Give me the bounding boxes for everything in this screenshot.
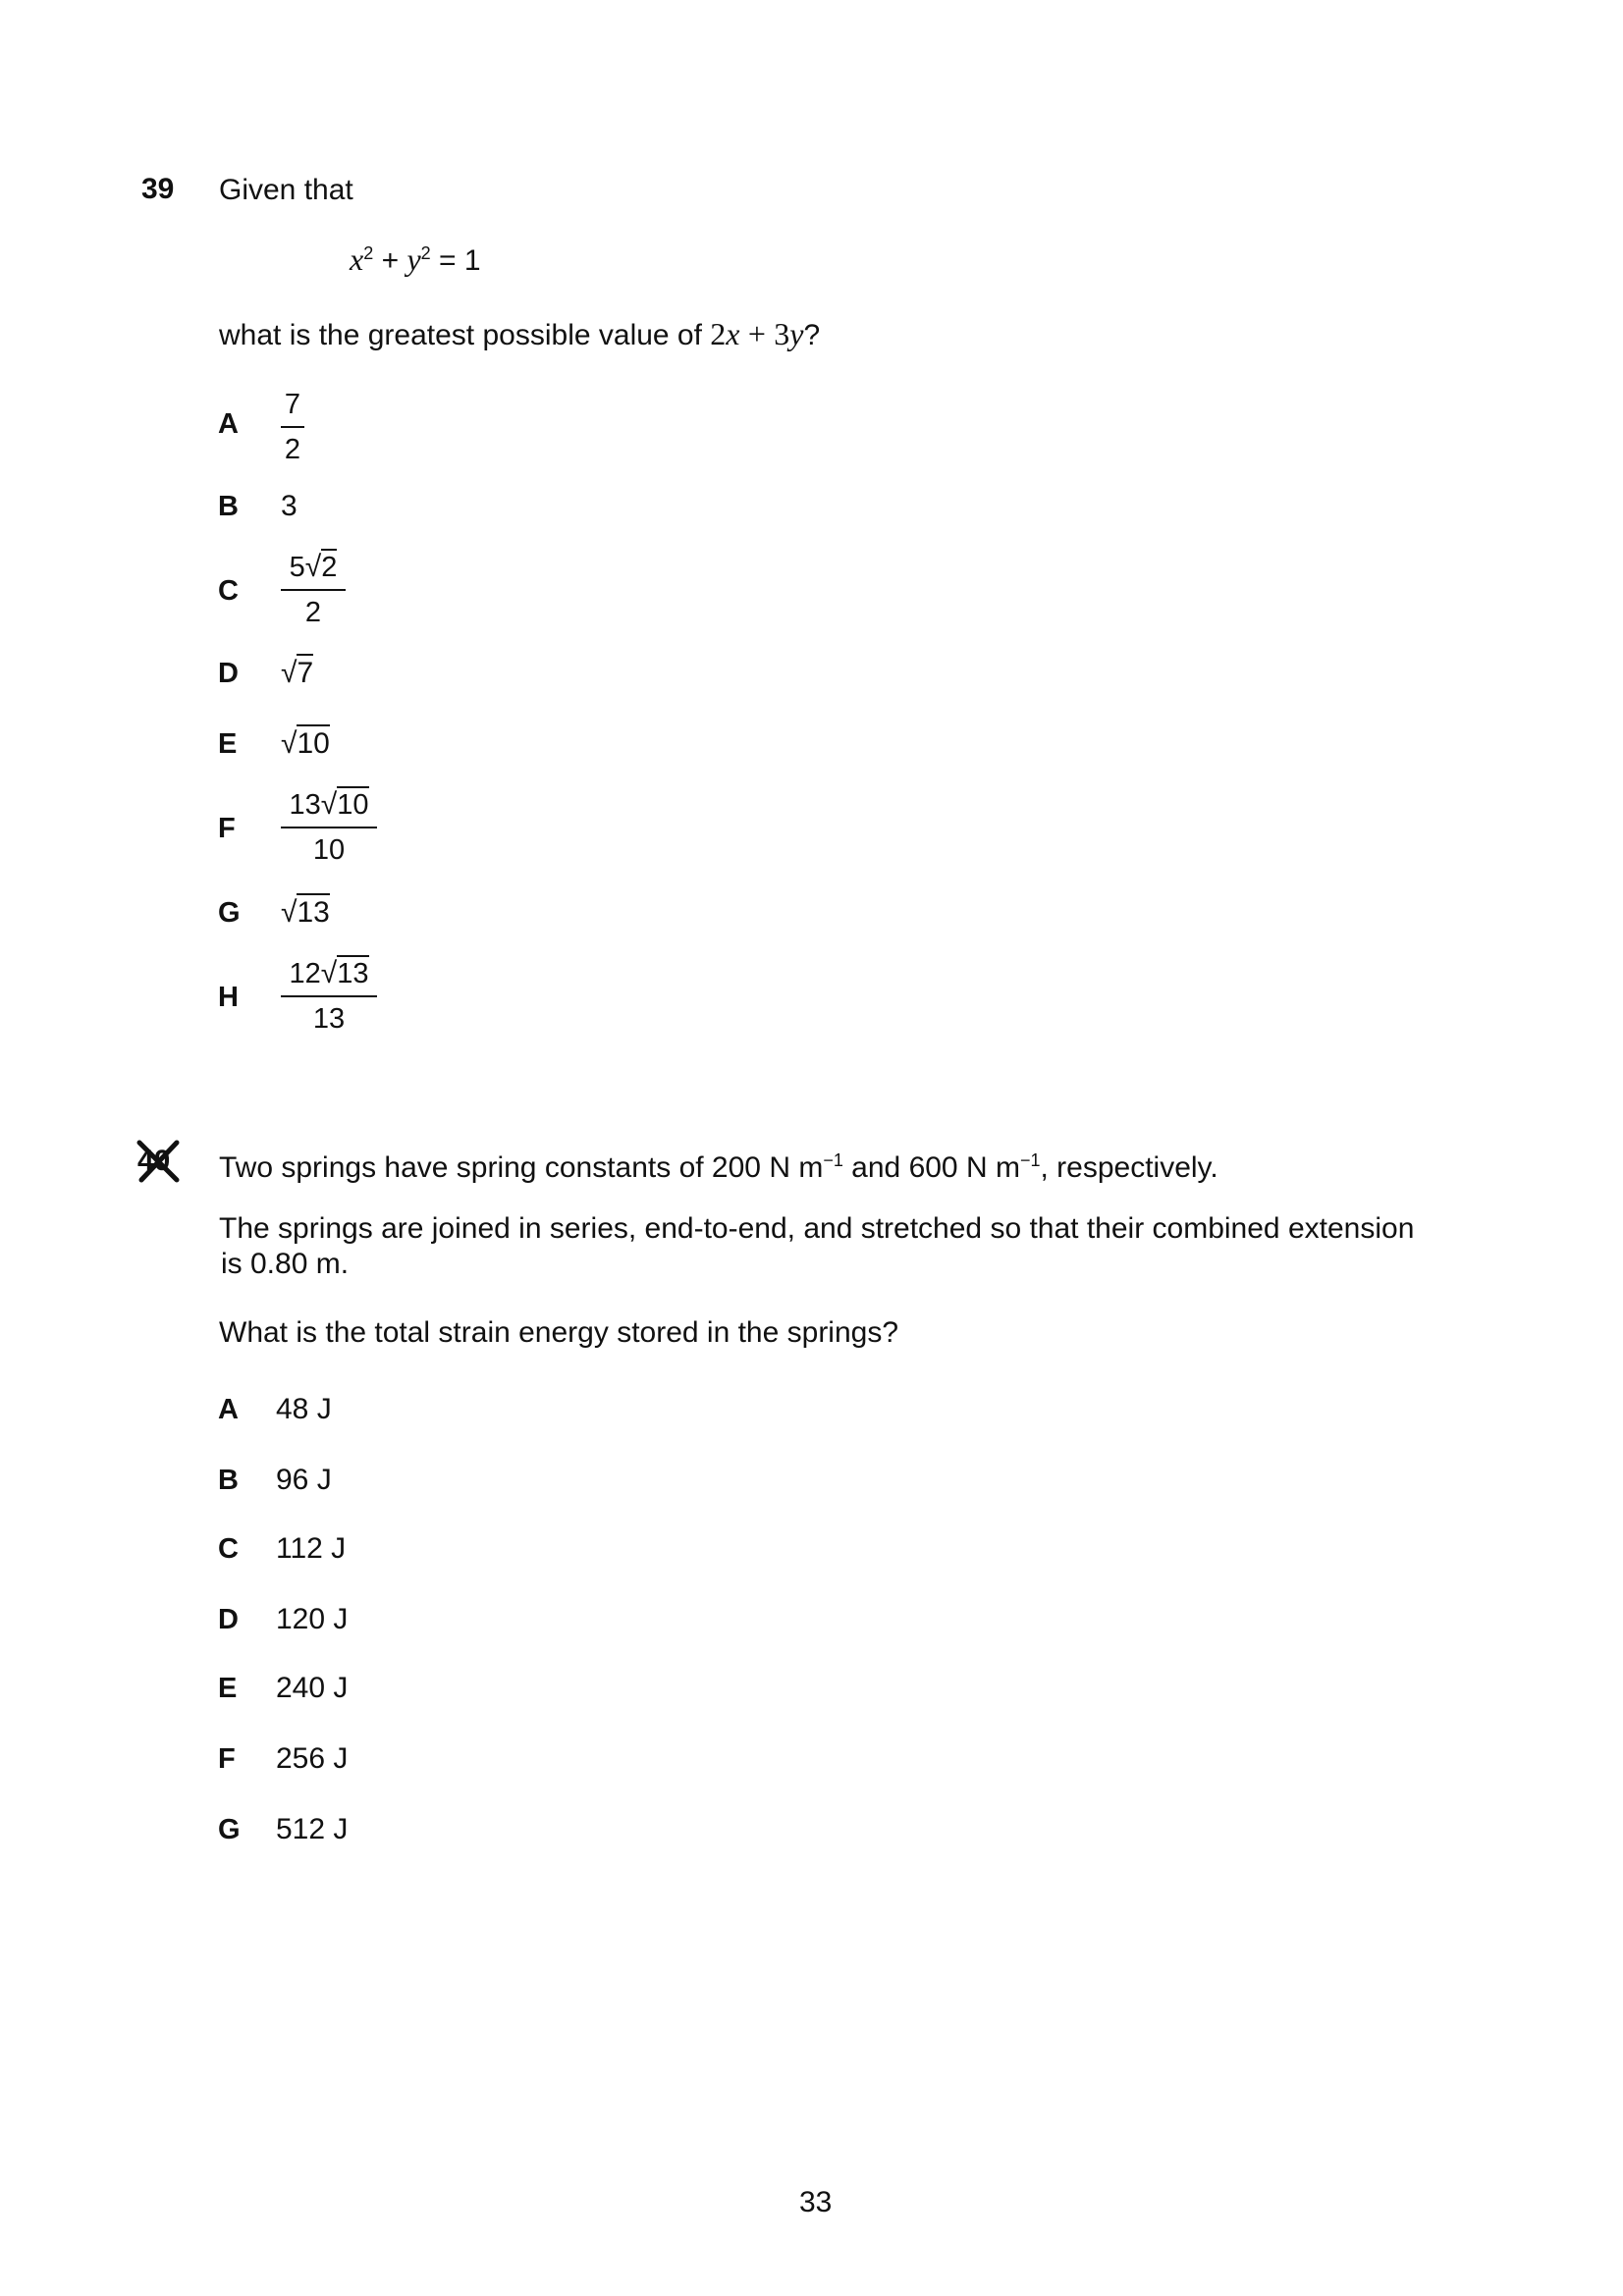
option-b-value: 3 [281,490,298,522]
option-letter: E [218,1673,238,1704]
option-g-value: √13 [281,895,330,931]
question-prompt: What is the total strain energy stored in the springs? [219,1316,899,1349]
cross-out-mark [135,1139,181,1184]
option-letter: C [218,575,239,607]
question-number: 40 [137,1145,171,1177]
option-letter: E [218,728,238,760]
option-value: 256 J [276,1742,349,1775]
option-letter: A [218,408,239,440]
option-e-value: √10 [281,726,330,762]
option-f-fraction: 13√10 10 [281,785,377,870]
equation: $x^2 + y^2 = 1$ [350,241,481,277]
question-text: is 0.80 m. [221,1248,350,1280]
option-value: 112 J [276,1532,347,1565]
option-letter: F [218,1743,236,1775]
option-letter: B [218,1465,239,1496]
option-letter: F [218,813,236,844]
option-letter: A [218,1394,239,1425]
option-letter: G [218,897,241,929]
page-number: 33 [799,2186,833,2218]
question-text: what is the greatest possible value of 2x + 3y? [219,316,821,351]
option-value: 120 J [276,1603,349,1635]
question-text: Two springs have spring constants of 200 N $m^{-1}$ and 600 N $m^{-1}$, respectively. [219,1150,1218,1184]
option-letter: D [218,658,239,689]
option-letter: G [218,1814,241,1845]
question-intro: Given that [219,174,353,206]
question-number: 39 [141,173,175,205]
option-letter: H [218,982,239,1013]
option-value: 48 J [276,1393,332,1425]
option-letter: D [218,1604,239,1635]
option-value: 512 J [276,1813,349,1845]
option-letter: B [218,491,239,522]
option-a-fraction: 7 2 [281,385,304,469]
option-c-fraction: 5√2 2 [281,548,346,632]
option-d-value: √7 [281,656,313,691]
option-letter: C [218,1533,239,1565]
question-text: The springs are joined in series, end-to-end, and stretched so that their combined extension [219,1212,1415,1245]
option-h-fraction: 12√13 13 [281,954,377,1039]
option-value: 96 J [276,1464,332,1496]
option-value: 240 J [276,1672,349,1704]
